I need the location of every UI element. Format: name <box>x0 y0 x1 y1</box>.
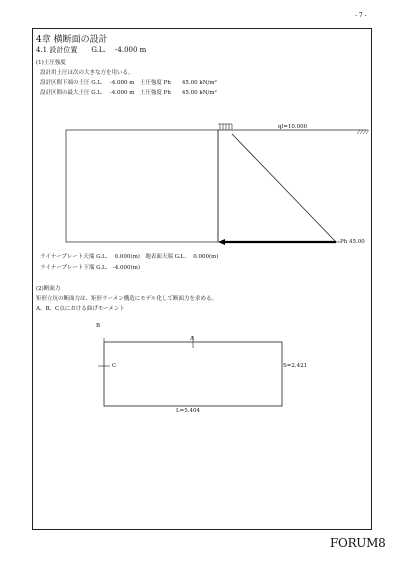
ph-label: Ph 45.00 <box>340 239 365 245</box>
earth-pressure-heading: (1)土圧強度 <box>36 60 66 66</box>
liner-top-text: ライナープレート天端 G.L. 0.000(m) 地表面天端 G.L. 0.000(m) <box>40 254 219 260</box>
ph-arrow-head <box>218 239 225 245</box>
liner-plate-outline <box>66 130 218 242</box>
brand-logo: FORUM8 <box>330 536 386 550</box>
earth-pressure-row-bottom: 設計区間下端の土圧 G.L. -4.000 m 土圧強度 Ph 45.00 kN/m² <box>40 80 217 86</box>
section-force-intro: 矩形立坑の断面力は、矩形ラーメン構造にモデル化して断面力を求める。 <box>36 296 217 302</box>
ground-hatch <box>357 130 369 134</box>
chapter-title: 4章 横断面の設計 <box>36 35 108 45</box>
point-b-label: B <box>96 323 101 329</box>
frame-model-outline <box>104 342 282 406</box>
pressure-diagonal <box>232 134 336 242</box>
earth-pressure-row-max: 設計区間の最大土圧 G.L. -4.000 m 土圧強度 Ph 45.00 kN/m² <box>40 90 217 96</box>
surcharge-arrows <box>218 124 232 130</box>
section-title: 4.1 設計位置 G.L. -4.000 m <box>36 46 147 54</box>
surcharge-label: ql=10.000 <box>278 124 308 130</box>
earth-pressure-intro: 設計用土圧は次の大きな方を用いる。 <box>40 70 134 76</box>
point-a-label: A <box>190 336 194 342</box>
section-force-caption: A、B、C点における曲げモーメント <box>36 306 125 312</box>
page-number: - 7 - <box>355 12 367 19</box>
liner-bottom-text: ライナープレート下端 G.L. -4.000(m) <box>40 265 141 271</box>
side-length-label: S=2.421 <box>283 363 308 369</box>
frame-length-label: L=5.404 <box>176 408 201 414</box>
section-force-heading: (2)断面力 <box>36 286 61 292</box>
point-c-label: C <box>112 363 117 369</box>
